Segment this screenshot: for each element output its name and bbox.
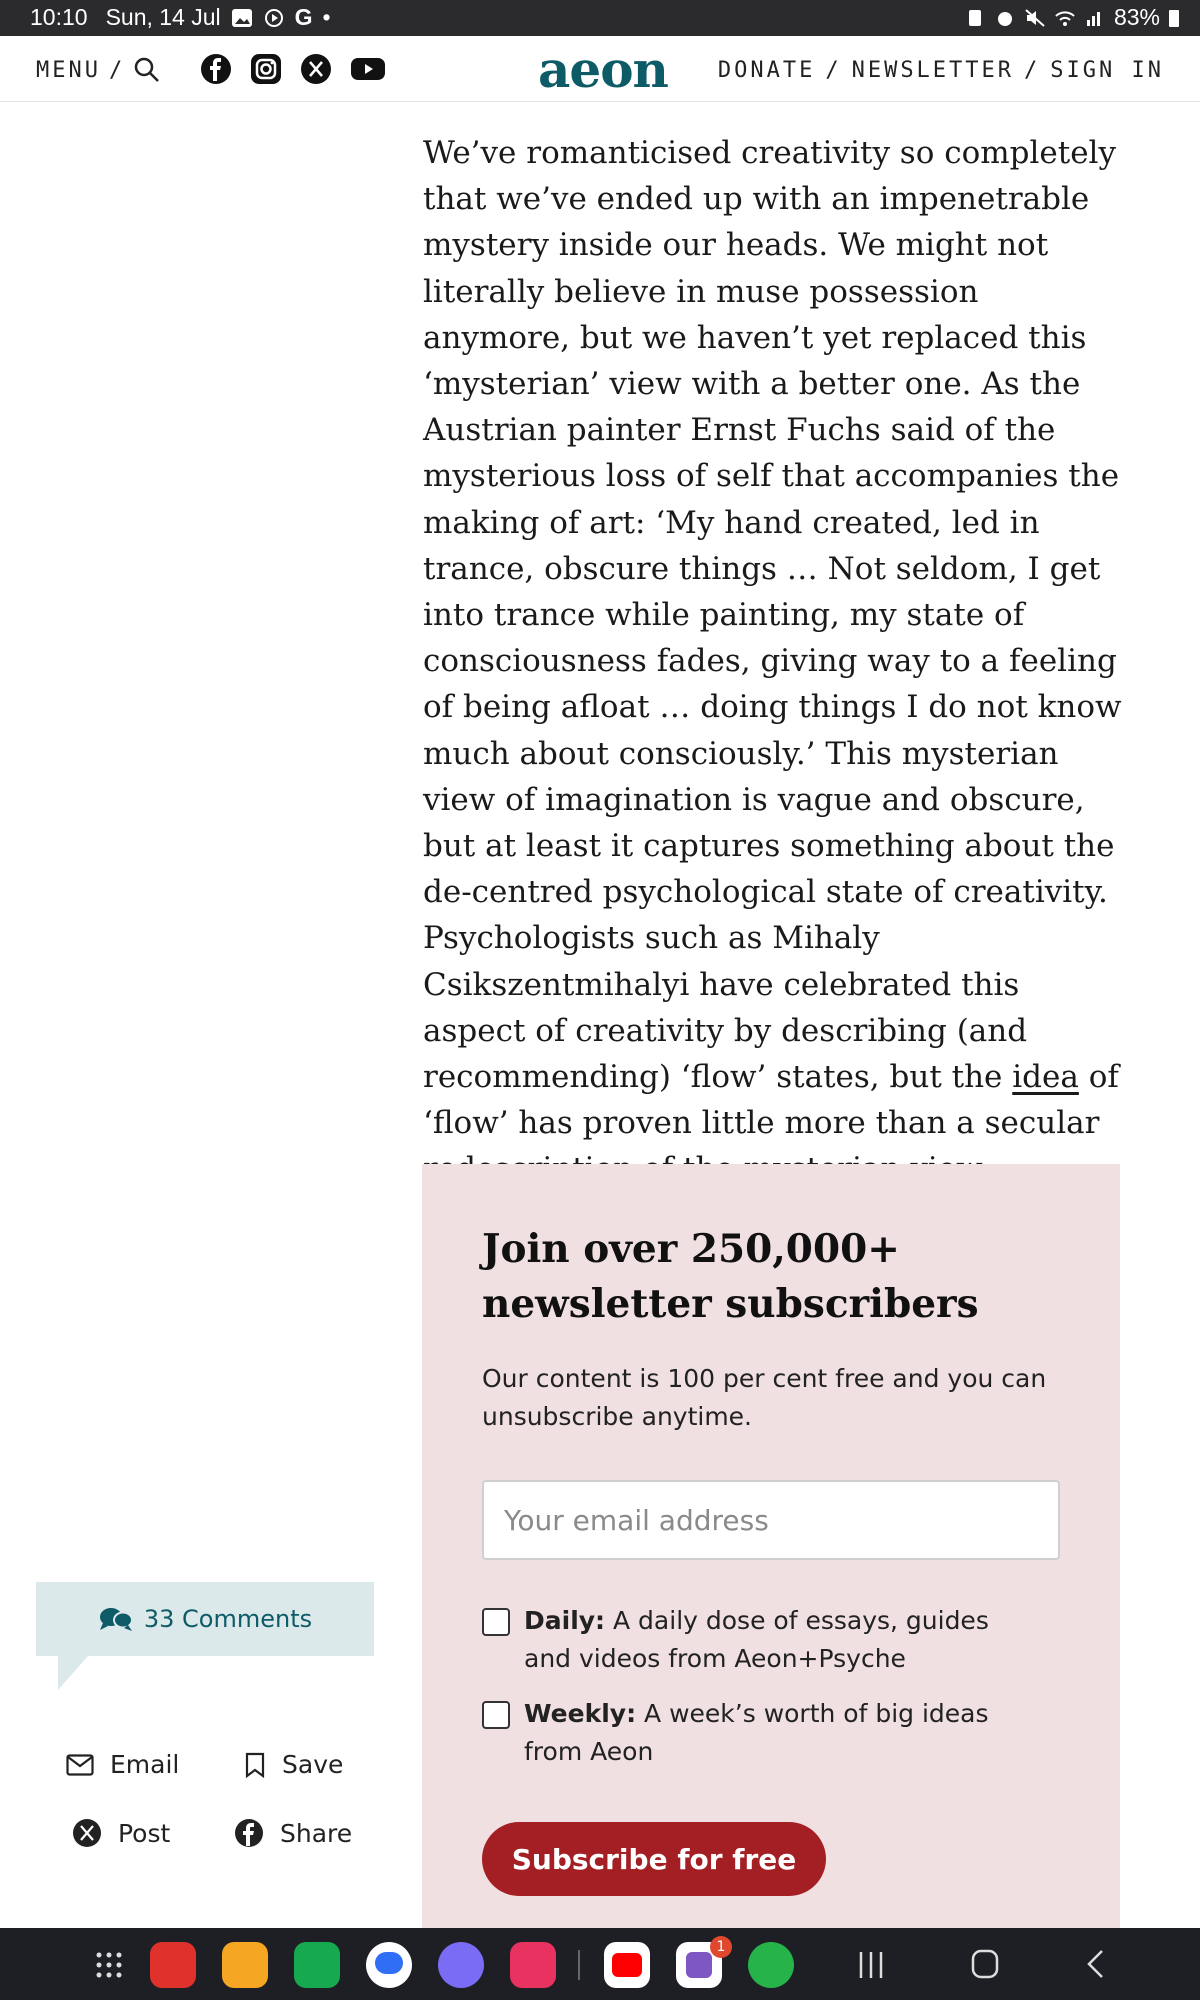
- email-label: Email: [110, 1750, 180, 1779]
- facebook-icon[interactable]: [200, 53, 232, 85]
- camera-app-icon[interactable]: [510, 1942, 556, 1988]
- social-links: [200, 53, 386, 85]
- subscribe-button[interactable]: Subscribe for free: [482, 1822, 826, 1896]
- daily-label: Daily:: [524, 1606, 606, 1635]
- youtube-icon[interactable]: [350, 53, 386, 85]
- daily-description: A daily dose of essays, guides and videos from Aeon+Psyche: [524, 1606, 989, 1673]
- header-actions: [718, 58, 1164, 83]
- weekly-option-text: [524, 1695, 1042, 1771]
- menu-separator: /: [108, 57, 126, 83]
- newsletter-link[interactable]: NEWSLETTER: [851, 58, 1015, 83]
- status-time: 10:10: [30, 4, 88, 30]
- files-app-icon[interactable]: [222, 1942, 268, 1988]
- notification-badge: 1: [710, 1936, 732, 1958]
- signal-icon: [1084, 8, 1106, 28]
- header-separator: /: [825, 58, 842, 83]
- search-icon[interactable]: [133, 56, 161, 84]
- clipboard-icon: [964, 8, 986, 28]
- internet-app-icon[interactable]: [438, 1942, 484, 1988]
- post-label: Post: [118, 1818, 171, 1848]
- x-icon: [72, 1818, 102, 1848]
- header-separator: /: [1024, 58, 1041, 83]
- battery-percent: 83%: [1113, 4, 1160, 30]
- navigation-bar: [0, 1928, 1200, 2000]
- facebook-icon: [234, 1818, 264, 1848]
- alarm-icon: [994, 8, 1016, 28]
- phone-app-icon[interactable]: [294, 1942, 340, 1988]
- weekly-option: [482, 1699, 1042, 1771]
- wifi-icon: [1054, 8, 1076, 28]
- donate-link[interactable]: DONATE: [717, 58, 816, 83]
- comments-tail: [58, 1656, 88, 1690]
- weekly-checkbox[interactable]: [482, 1701, 510, 1729]
- aeon-logo[interactable]: aeon: [538, 40, 668, 99]
- paragraph-text-end: of ‘flow’ has proven little more than a secular: [423, 1059, 1119, 1142]
- comments-count: 33 Comments: [143, 1605, 313, 1633]
- share-label: Share: [280, 1818, 353, 1848]
- comments-button[interactable]: [36, 1582, 374, 1656]
- dot-icon: •: [322, 4, 331, 30]
- bookmark-icon: [244, 1752, 266, 1778]
- daily-option: [482, 1606, 1042, 1678]
- mute-icon: [1024, 8, 1046, 28]
- site-header: [0, 36, 1200, 102]
- recent-apps-icon[interactable]: [858, 1950, 884, 1980]
- youtube-app-icon[interactable]: [604, 1942, 650, 1988]
- mail-icon: [66, 1754, 94, 1776]
- newsletter-subtext: Our content is 100 per cent free and you can unsubscribe anytime.: [482, 1364, 1047, 1431]
- email-share-button[interactable]: [66, 1750, 179, 1779]
- app-drawer-icon[interactable]: [94, 1950, 124, 1980]
- status-date: Sun, 14 Jul: [105, 4, 221, 30]
- weekly-description: A week’s worth of big ideas from Aeon: [524, 1699, 989, 1766]
- idea-link[interactable]: idea: [1012, 1059, 1079, 1096]
- google-icon: G: [294, 4, 313, 30]
- menu-group: [36, 56, 161, 84]
- instagram-icon[interactable]: [250, 53, 282, 85]
- weekly-label: Weekly:: [524, 1699, 637, 1728]
- save-label: Save: [282, 1750, 344, 1779]
- play-icon: [263, 8, 285, 28]
- taskbar-divider: [578, 1950, 580, 1980]
- article-paragraph: [423, 130, 1123, 1193]
- x-icon[interactable]: [300, 53, 332, 85]
- sign-in-link[interactable]: SIGN IN: [1050, 58, 1164, 83]
- save-button[interactable]: [244, 1750, 343, 1779]
- status-bar: [0, 0, 1200, 36]
- back-icon[interactable]: [1084, 1948, 1106, 1980]
- messages-app-icon[interactable]: [366, 1942, 412, 1988]
- home-icon[interactable]: [970, 1948, 1000, 1980]
- chat-app-icon[interactable]: [748, 1942, 794, 1988]
- email-input[interactable]: [482, 1480, 1060, 1560]
- newsletter-signup: [422, 1164, 1120, 1944]
- newsletter-heading: Join over 250,000+ newsletter subscribers: [482, 1226, 979, 1327]
- menu-link[interactable]: MENU: [36, 57, 101, 83]
- daily-checkbox[interactable]: [482, 1608, 510, 1636]
- notes-app-icon[interactable]: [150, 1942, 196, 1988]
- comments-icon: [98, 1606, 134, 1632]
- gallery-icon: [231, 8, 253, 28]
- battery-icon: [1168, 8, 1180, 28]
- facebook-share-button[interactable]: [234, 1818, 352, 1848]
- post-share-button[interactable]: [72, 1818, 170, 1848]
- paragraph-text: We’ve romanticised creativity so completely that we’ve ended up with an impenetrable mystery inside our heads. We might not literally believe in muse possession anymore, but we haven’t yet replaced this ‘mysterian’ view with a better one. As the Austrian painter Ernst Fuchs said of the mysterious loss of self that accompanies the making of art: ‘My hand created, led in trance, obscure things … Not seldom, I get into trance while painting, my state of consciousness fades, giving way to a feeling of being afloat … doing things I do not know much about consciously.’ This mysterian view of imagination is vague and obscure, but at least it captures something about the de-centred psychological state of creativity. Psychologists such as Mihaly Csikszentmihalyi have celebrated this aspect of creativity by describing (and recommending) ‘flow’ states, but the: [423, 135, 1122, 1096]
- daily-option-text: [524, 1602, 1042, 1678]
